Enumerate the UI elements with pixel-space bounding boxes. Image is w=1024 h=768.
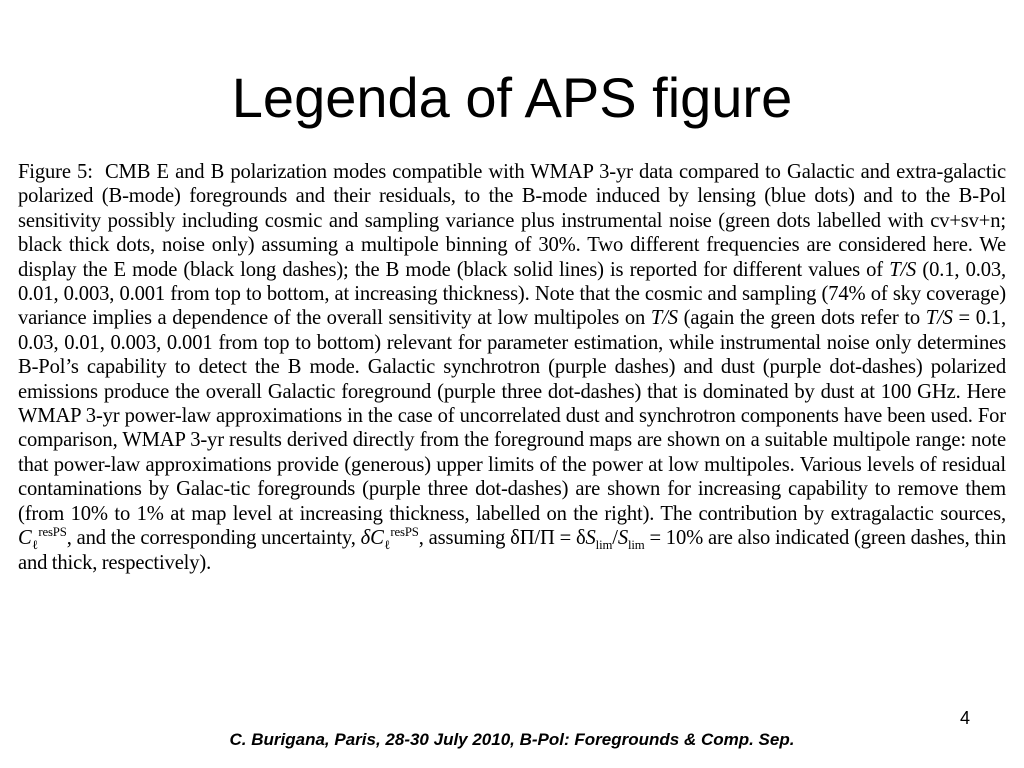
c-respps-base: C	[18, 527, 32, 550]
caption-text-7: /	[612, 527, 618, 550]
caption-text-6: , assuming δΠ/Π = δ	[418, 527, 586, 550]
page-number: 4	[959, 708, 970, 728]
caption-text-3: (again the green dots refer to	[683, 307, 921, 330]
caption-text-1: CMB E and B polarization modes compatible with WMAP 3-yr data compared to Galactic and extra-galactic polarized (B-mode) foregrounds and their residuals, to the B-mode induced by lensing (blue dots) and to the B-Pol sensitivity possibly including cosmic and sampling variance plus instrumental noise (green dots labelled with cv+sv+n; black thick dots, noise only) assuming a multipole binning of 30%. Two different frequencies are considered here. We display the E mode (black long dashes); the B mode (black solid lines) is reported for different values of	[18, 161, 1007, 281]
delta-c-sup: resPS	[390, 525, 419, 540]
caption-text-2: (0.1, 0.03, 0.01, 0.003, 0.001 from top to bottom, at increasing thickness). Note that the cosmic and sampling (74% of sky coverage) variance implies a dependence of the overall sensitivity at low multipoles on	[18, 258, 1007, 330]
s-lim-sub-2: lim	[627, 538, 645, 553]
s-lim-base-1: S	[585, 527, 596, 550]
s-lim-sub-1: lim	[595, 538, 613, 553]
slide-footer: C. Burigana, Paris, 28-30 July 2010, B-Pol: Foregrounds & Comp. Sep.	[229, 730, 795, 749]
ts-symbol-1: T/S	[889, 258, 917, 281]
caption-text-4: = 0.1, 0.03, 0.01, 0.003, 0.001 from top to bottom) relevant for parameter estimation, while instrumental noise only determines B-Pol’s capability to detect the B mode. Galactic synchrotron (purple dashes) and dust (purple dot-dashes) polarized emissions produce the overall Galactic foreground (purple three dot-dashes) that is dominated by dust at 100 GHz. Here WMAP 3-yr power-law approximations in the case of uncorrelated dust and synchrotron components have been used. For comparison, WMAP 3-yr results derived directly from the foreground maps are shown on a suitable multipole range: note that power-law approximations provide (generous) upper limits of the power at low multipoles. Various levels of residual contaminations by Galac-tic foregrounds (purple three dot-dashes) are shown for increasing capability to remove them (from 10% to 1% at map level at increasing thickness, labelled on the right). The contribution by extragalactic sources,	[18, 307, 1006, 525]
c-respps-symbol	[18, 525, 67, 553]
delta-c-respps-symbol	[360, 525, 419, 553]
slide-title: Legenda of APS figure	[231, 66, 793, 129]
s-lim-base-2: S	[617, 527, 628, 550]
c-respps-sup: resPS	[38, 525, 67, 540]
ts-symbol-2: T/S	[650, 307, 678, 330]
c-respps-sub: ℓ	[31, 538, 39, 553]
ts-symbol-3: T/S	[925, 307, 953, 330]
delta-c-delta: δ	[360, 527, 371, 550]
figure-caption	[18, 160, 1006, 575]
delta-c-base: C	[370, 527, 384, 550]
s-lim-symbol-1	[585, 527, 613, 553]
s-lim-symbol-2	[617, 527, 645, 553]
figure-label: Figure 5:	[18, 161, 93, 183]
delta-c-sub: ℓ	[383, 538, 391, 553]
caption-text-8: = 10% are also indicated (green dashes, thin and thick, respectively).	[18, 527, 1006, 574]
caption-text-5: , and the corresponding uncertainty,	[66, 527, 356, 550]
